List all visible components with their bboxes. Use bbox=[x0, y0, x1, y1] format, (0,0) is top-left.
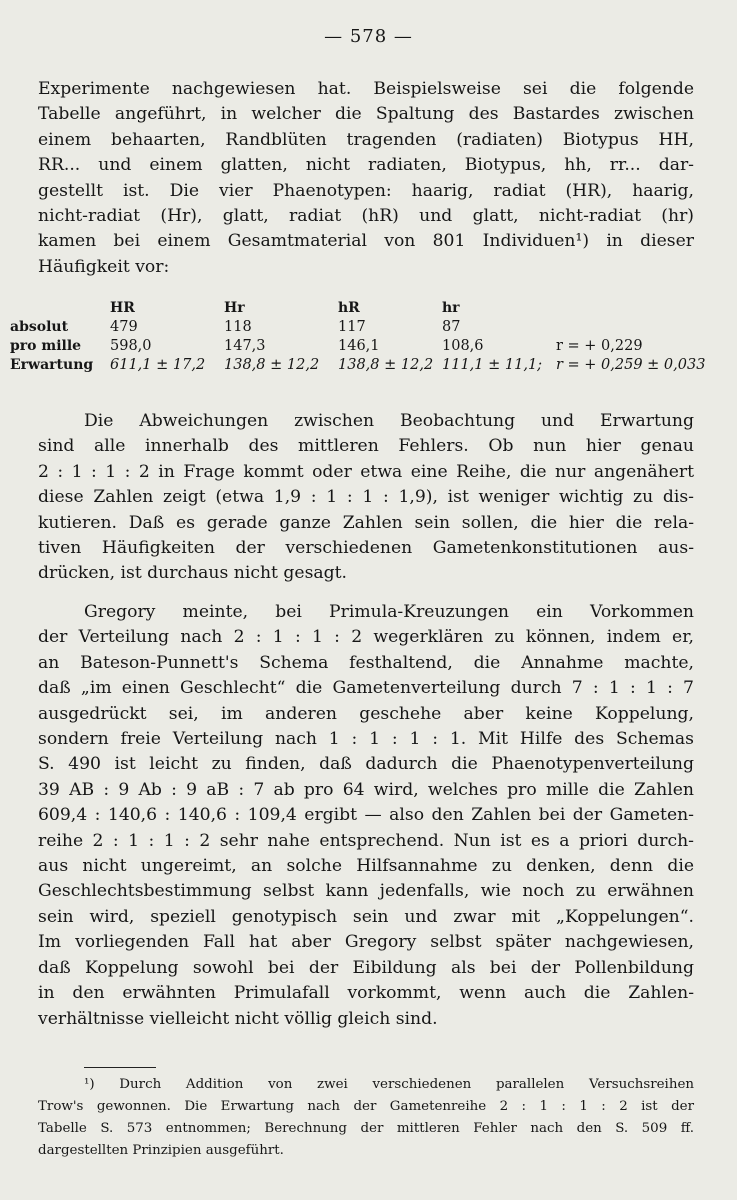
gregory-paragraph bbox=[38, 600, 694, 1032]
text-line: 2 : 1 : 1 : 2 in Frage kommt oder etwa eine Reihe, die nur angenähert bbox=[38, 461, 694, 482]
table-row bbox=[10, 319, 705, 338]
table-row bbox=[10, 338, 705, 357]
text-line: an Bateson-Punnett's Schema festhaltend, die Annahme machte, bbox=[38, 652, 694, 673]
table-header-cell bbox=[10, 300, 110, 319]
table-cell: 611,1 ± 17,2 bbox=[110, 357, 206, 373]
table-header-cell: hR bbox=[338, 300, 360, 316]
footnote-line: ¹) Durch Addition von zwei verschiedenen parallelen Versuchsreihen bbox=[84, 1077, 694, 1092]
text-line: Die Abweichungen zwischen Beobachtung und Erwartung bbox=[84, 411, 694, 431]
text-line: kamen bei einem Gesamtmaterial von 801 Individuen¹) in dieser bbox=[38, 231, 694, 252]
table-cell: 479 bbox=[110, 319, 138, 335]
text-line: aus nicht ungereimt, an solche Hilfsannahme zu denken, denn die bbox=[38, 856, 694, 877]
text-line: RR... und einem glatten, nicht radiaten, Biotypus, hh, rr... dar- bbox=[38, 155, 694, 176]
table-header-cell bbox=[556, 300, 705, 319]
table-cell: r = + 0,229 bbox=[556, 338, 643, 354]
text-line: Tabelle angeführt, in welcher die Spaltung des Bastardes zwischen bbox=[38, 104, 694, 125]
row-label: absolut bbox=[10, 319, 69, 335]
text-line: Experimente nachgewiesen hat. Beispielsweise sei die folgende bbox=[38, 79, 694, 99]
table-cell: 118 bbox=[224, 319, 252, 335]
table-cell: 146,1 bbox=[338, 338, 380, 354]
text-line: sind alle innerhalb des mittleren Fehlers. Ob nun hier genau bbox=[38, 436, 694, 457]
text-line: nicht-radiat (Hr), glatt, radiat (hR) und glatt, nicht-radiat (hr) bbox=[38, 206, 694, 227]
text-line: verhältnisse vielleicht nicht völlig gleich sind. bbox=[38, 1008, 438, 1029]
text-line: ausgedrückt sei, im anderen geschehe aber keine Koppelung, bbox=[38, 703, 694, 724]
text-line: daß „im einen Geschlecht“ die Gametenverteilung durch 7 : 1 : 1 : 7 bbox=[38, 678, 694, 699]
page-number: — 578 — bbox=[324, 26, 413, 47]
text-line: S. 490 ist leicht zu finden, daß dadurch die Phaenotypenverteilung bbox=[38, 754, 694, 775]
text-line: in den erwähnten Primulafall vorkommt, wenn auch die Zahlen- bbox=[38, 983, 694, 1004]
footnote-line: dargestellten Prinzipien ausgeführt. bbox=[38, 1143, 284, 1158]
footnote-line: Tabelle S. 573 entnommen; Berechnung der mittleren Fehler nach den S. 509 ff. bbox=[38, 1121, 694, 1136]
table-cell: 598,0 bbox=[110, 338, 152, 354]
text-line: gestellt ist. Die vier Phaenotypen: haarig, radiat (HR), haarig, bbox=[38, 180, 694, 201]
text-line: kutieren. Daß es gerade ganze Zahlen sein sollen, die hier die rela- bbox=[38, 512, 694, 533]
text-line: reihe 2 : 1 : 1 : 2 sehr nahe entsprechend. Nun ist es a priori durch- bbox=[38, 830, 694, 851]
text-line: Gregory meinte, bei Primula-Kreuzungen ein Vorkommen bbox=[84, 602, 694, 622]
text-line: tiven Häufigkeiten der verschiedenen Gametenkonstitutionen aus- bbox=[38, 538, 694, 559]
text-line: einem behaarten, Randblüten tragenden (radiaten) Biotypus HH, bbox=[38, 129, 694, 150]
table-header-cell: hr bbox=[442, 300, 460, 316]
table-cell: 138,8 ± 12,2 bbox=[224, 357, 320, 373]
footnote bbox=[38, 1074, 694, 1162]
text-line: drücken, ist durchaus nicht gesagt. bbox=[38, 563, 348, 584]
table-cell: 117 bbox=[338, 319, 366, 335]
table-cell: 108,6 bbox=[442, 338, 484, 354]
text-line: 609,4 : 140,6 : 140,6 : 109,4 ergibt — also den Zahlen bei der Gameten- bbox=[38, 805, 694, 826]
table-cell: 87 bbox=[442, 319, 461, 335]
row-label: pro mille bbox=[10, 338, 82, 354]
table-header-cell: HR bbox=[110, 300, 135, 316]
table-cell: 147,3 bbox=[224, 338, 266, 354]
text-line: Häufigkeit vor: bbox=[38, 256, 170, 277]
discussion-paragraph bbox=[38, 409, 694, 587]
row-label: Erwartung bbox=[10, 357, 94, 373]
text-line: sein wird, speziell genotypisch sein und zwar mit „Koppelungen“. bbox=[38, 906, 694, 927]
table-cell bbox=[556, 319, 705, 338]
intro-paragraph bbox=[38, 77, 694, 280]
footnote-line: Trow's gewonnen. Die Erwartung nach der Gametenreihe 2 : 1 : 1 : 2 ist der bbox=[38, 1099, 694, 1114]
table-row bbox=[10, 357, 705, 376]
table-cell: 138,8 ± 12,2 bbox=[338, 357, 434, 373]
table-cell: r = + 0,259 ± 0,033 bbox=[556, 357, 706, 373]
footnote-divider bbox=[84, 1067, 156, 1068]
text-line: Im vorliegenden Fall hat aber Gregory selbst später nachgewiesen, bbox=[38, 932, 694, 953]
phenotype-table bbox=[10, 300, 705, 376]
table-cell: 111,1 ± 11,1; bbox=[442, 357, 543, 373]
text-line: 39 AB : 9 Ab : 9 aB : 7 ab pro 64 wird, welches pro mille die Zahlen bbox=[38, 779, 694, 800]
table-header-cell: Hr bbox=[224, 300, 245, 316]
text-line: daß Koppelung sowohl bei der Eibildung als bei der Pollenbildung bbox=[38, 957, 694, 978]
text-line: der Verteilung nach 2 : 1 : 1 : 2 wegerklären zu können, indem er, bbox=[38, 627, 694, 648]
text-line: Geschlechtsbestimmung selbst kann jedenfalls, wie noch zu erwähnen bbox=[38, 881, 694, 902]
text-line: diese Zahlen zeigt (etwa 1,9 : 1 : 1 : 1,9), ist weniger wichtig zu dis- bbox=[38, 487, 694, 508]
text-line: sondern freie Verteilung nach 1 : 1 : 1 : 1. Mit Hilfe des Schemas bbox=[38, 729, 694, 750]
table-header-row bbox=[10, 300, 705, 319]
